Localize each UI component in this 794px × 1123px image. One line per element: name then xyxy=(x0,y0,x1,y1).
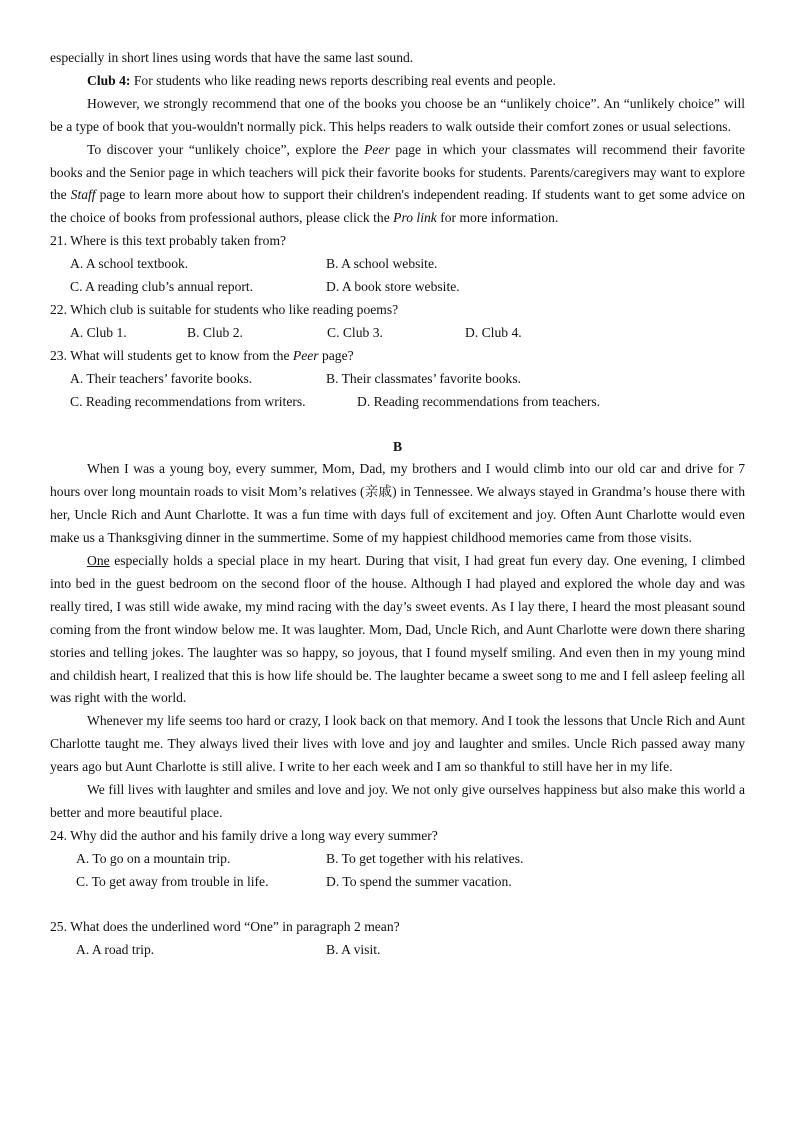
question-23-options-row-2 xyxy=(70,391,745,414)
question-21-options-row-2 xyxy=(70,276,745,299)
option-23-b: B. Their classmates’ favorite books. xyxy=(326,370,522,386)
option-22-c: C. Club 3. xyxy=(327,324,383,340)
option-21-a: A. A school textbook. xyxy=(70,256,189,272)
discover-text-3: page to learn more about how to support their children's independent reading. If students want to get some advice on the choice of books from professional authors, please click the xyxy=(50,187,746,226)
option-22-b: B. Club 2. xyxy=(187,324,243,340)
intro-tail: especially in short lines using words that have the same last sound. xyxy=(50,50,414,65)
passage-b-paragraph-3: Whenever my life seems too hard or crazy, I look back on that memory. And I took the lessons that Uncle Rich and Aunt Charlotte taught me. They always lived their lives with love and joy and laughter and smiles. Uncle Rich passed away many years ago but Aunt Charlotte is still alive. I write to her each week and I am so thankful to still have her in my life. xyxy=(50,713,745,775)
option-24-b: B. To get together with his relatives. xyxy=(326,850,524,866)
club-4-text: For students who like reading news reports describing real events and people. xyxy=(130,72,556,88)
option-23-c: C. Reading recommendations from writers. xyxy=(70,393,306,409)
section-b-heading: B xyxy=(392,438,403,454)
passage-b-paragraph-4: We fill lives with laughter and smiles and love and joy. We not only give ourselves happiness but also make this world a better and more beautiful place. xyxy=(50,782,745,820)
passage-b-paragraph-2 xyxy=(50,550,745,710)
option-24-a: A. To go on a mountain trip. xyxy=(76,850,231,866)
option-21-c: C. A reading club’s annual report. xyxy=(70,279,254,295)
option-21-b: B. A school website. xyxy=(326,256,438,272)
option-23-d: D. Reading recommendations from teachers. xyxy=(357,393,601,409)
question-21-stem: 21. Where is this text probably taken from? xyxy=(50,233,287,249)
staff-word: Staff xyxy=(70,187,96,203)
discover-text-1: To discover your “unlikely choice”, explore the xyxy=(87,141,365,157)
question-24-options-row-1 xyxy=(76,848,745,871)
question-21-options-row-1 xyxy=(70,253,745,276)
passage-b-paragraph-1: When I was a young boy, every summer, Mom, Dad, my brothers and I would climb into our old car and drive for 7 hours over long mountain roads to visit Mom’s relatives (亲戚) in Tennessee. We always stayed in Grandma’s house there with her, Uncle Rich and Aunt Charlotte. It was a fun time with days full of excitement and joy. Often Aunt Charlotte would even make us a Thanksgiving dinner in the summertime. Some of my happiest childhood memories came from those visits. xyxy=(50,461,745,546)
question-22-stem: 22. Which club is suitable for students who like reading poems? xyxy=(50,301,399,317)
question-23-stem xyxy=(50,345,745,368)
question-23-stem-pre: 23. What will students get to know from the xyxy=(50,347,293,363)
passage-b-paragraph-2-rest: especially holds a special place in my heart. During that visit, I had great fun every day. One evening, I climbed into bed in the guest bedroom on the second floor of the house. Although I had played and explored the whole day and was really tired, I was still wide awake, my mind racing with the day’s sweet events. As I lay there, I heard the most pleasant sound coming from the front window below me. It was laughter. Mom, Dad, Uncle Rich, and Aunt Charlotte were down there sharing stories and telling jokes. The laughter was so happy, so joyous, that I found myself smiling. And even then in my young mind and childish heart, I realized that this is how life should be. The laughter became a sweet song to me and I fell asleep feeling all was right with the world. xyxy=(50,553,745,706)
underlined-word-one: One xyxy=(87,553,110,569)
pro-link-word: Pro link xyxy=(393,210,437,226)
option-21-d: D. A book store website. xyxy=(326,279,460,295)
question-22-options xyxy=(70,322,745,345)
question-25-options-row-1 xyxy=(76,939,745,962)
option-24-d: D. To spend the summer vacation. xyxy=(326,873,512,889)
option-23-a: A. Their teachers’ favorite books. xyxy=(70,370,253,386)
question-23-stem-post: page? xyxy=(318,347,354,363)
discover-paragraph xyxy=(50,139,745,231)
question-24-options-row-2 xyxy=(76,871,745,894)
question-23-peer-word: Peer xyxy=(292,347,319,363)
option-24-c: C. To get away from trouble in life. xyxy=(76,873,269,889)
club-4-label: Club 4: xyxy=(87,72,131,88)
question-23-options-row-1 xyxy=(70,368,745,391)
option-22-d: D. Club 4. xyxy=(465,324,522,340)
question-24-stem: 24. Why did the author and his family drive a long way every summer? xyxy=(50,827,438,843)
option-25-a: A. A road trip. xyxy=(76,941,155,957)
option-22-a: A. Club 1. xyxy=(70,324,127,340)
option-25-b: B. A visit. xyxy=(326,941,381,957)
however-paragraph: However, we strongly recommend that one of the books you choose be an “unlikely choice”. An “unlikely choice” will be a type of book that you-wouldn't normally pick. This helps readers to walk outside their comfort zones or usual selections. xyxy=(50,95,745,134)
discover-text-2: page in which your classmates will recommend their favorite books and the Senior page in which teachers will pick their favorite books for students. Parents/caregivers may want to explore the xyxy=(50,141,746,203)
club-4-paragraph xyxy=(50,70,745,93)
discover-text-4: for more information. xyxy=(436,210,559,226)
question-25-stem: 25. What does the underlined word “One” in paragraph 2 mean? xyxy=(50,918,400,934)
spacer xyxy=(50,894,745,916)
peer-word: Peer xyxy=(364,141,390,157)
